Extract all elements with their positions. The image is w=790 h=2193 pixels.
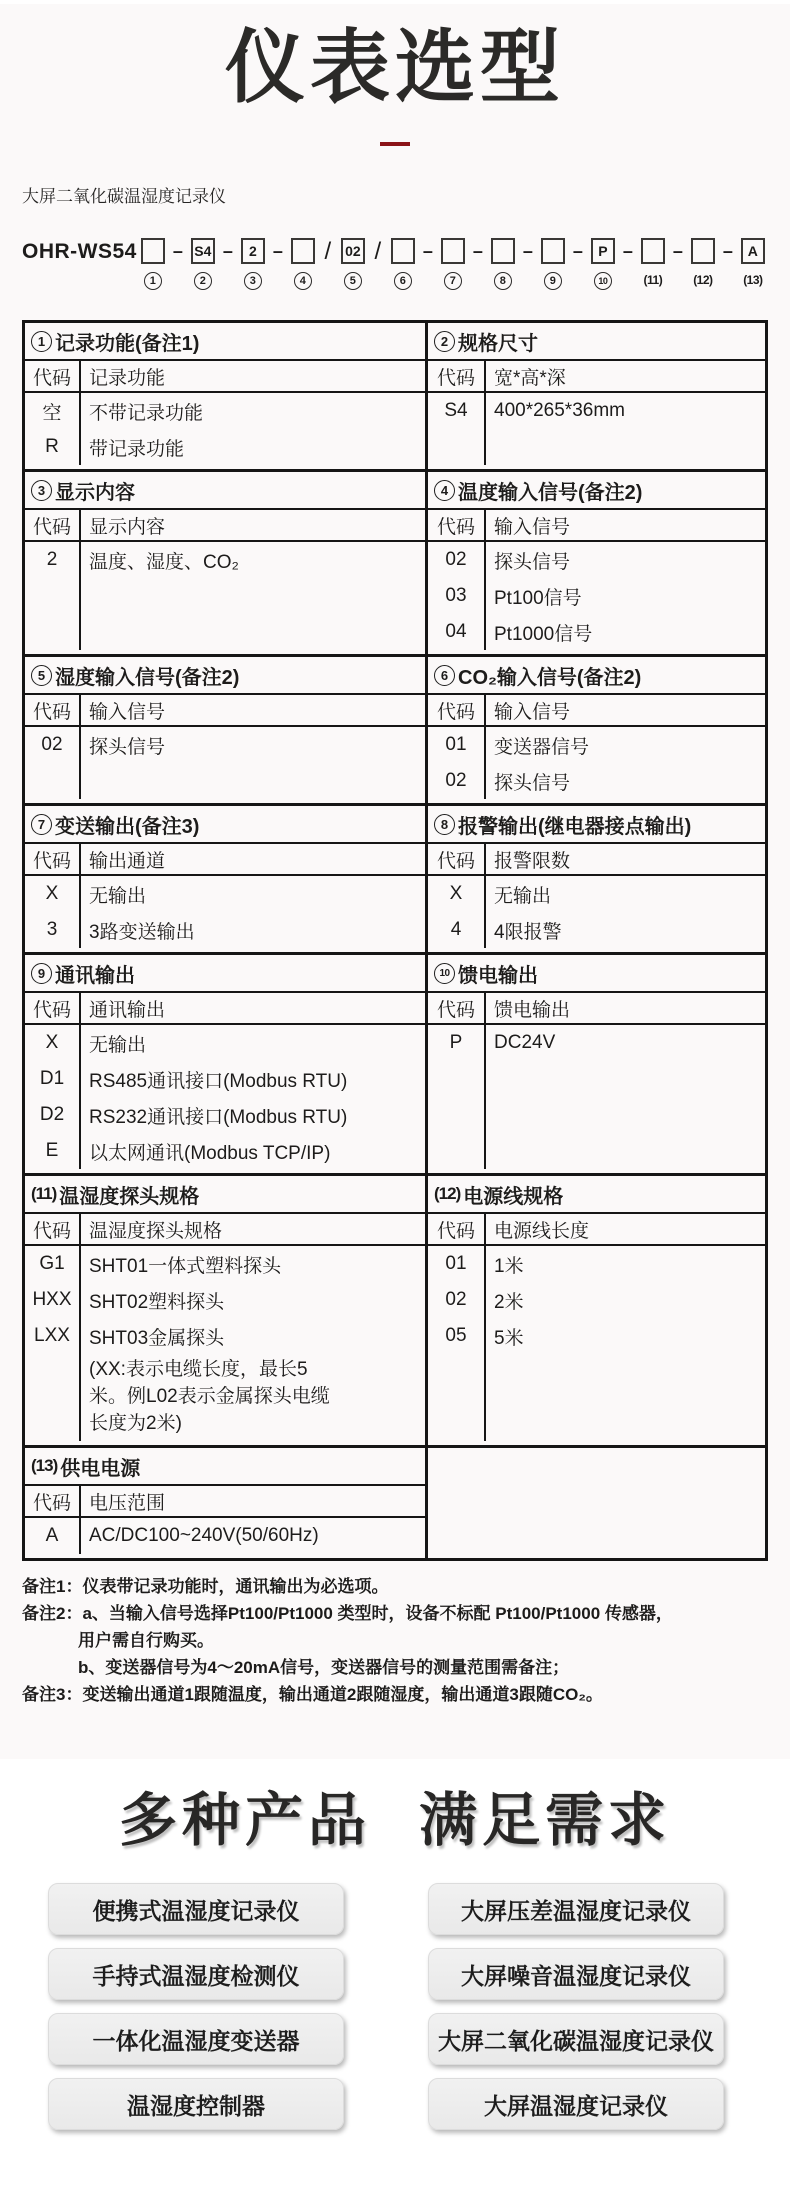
table-section-right xyxy=(425,806,765,952)
code-column xyxy=(428,542,486,650)
desc-cell: 以太网通讯(Modbus TCP/IP) xyxy=(89,1142,331,1164)
model-code-box: 02 xyxy=(341,238,365,264)
paren-number: (12) xyxy=(693,273,713,287)
section-title-text: 供电电源 xyxy=(60,1457,141,1480)
product-buttons xyxy=(0,1883,790,2130)
code-cell: 02 xyxy=(41,734,63,755)
code-column xyxy=(428,727,486,799)
desc-column xyxy=(81,1025,425,1169)
model-code-box: 2 xyxy=(241,238,265,264)
title-accent-bar xyxy=(380,142,410,146)
code-column-header: 代码 xyxy=(25,1486,81,1516)
footnote-line: 用户需自行购买。 xyxy=(78,1631,214,1650)
model-slot-number xyxy=(344,271,362,290)
code-column xyxy=(25,727,81,799)
product-button[interactable]: 便携式温湿度记录仪 xyxy=(48,1883,344,1935)
model-separator: – xyxy=(572,241,583,261)
table-section-right xyxy=(425,657,765,803)
section-title-text: 变送输出(备注3) xyxy=(55,815,200,838)
section-header-row xyxy=(25,993,425,1025)
model-code-box: S4 xyxy=(191,238,215,264)
code-cell: 空 xyxy=(42,402,62,424)
desc-column-header: 输出通道 xyxy=(89,850,166,872)
model-slot xyxy=(415,238,465,290)
code-column xyxy=(25,1246,81,1441)
model-separator: – xyxy=(172,241,183,261)
model-slot-column xyxy=(741,238,765,289)
model-slot-number xyxy=(194,271,212,290)
section-title-text: 温度输入信号(备注2) xyxy=(458,481,643,504)
section-title-text: 通讯输出 xyxy=(55,964,135,987)
section-header-row xyxy=(25,695,425,727)
code-cell: 01 xyxy=(445,1253,467,1274)
code-cell: 02 xyxy=(445,770,467,791)
probe-length-note xyxy=(89,1354,401,1441)
model-code-box xyxy=(491,238,515,264)
table-section-left xyxy=(25,472,425,654)
section-title xyxy=(25,806,425,844)
model-slot-number xyxy=(544,271,562,290)
code-column-header: 代码 xyxy=(428,1214,486,1244)
model-separator: / xyxy=(324,238,332,265)
circled-number: 8 xyxy=(494,272,512,290)
section-title xyxy=(428,1176,765,1214)
desc-column xyxy=(81,727,425,799)
code-cell: 03 xyxy=(445,585,467,606)
model-separator: – xyxy=(422,241,433,261)
code-column xyxy=(428,1246,486,1441)
desc-column xyxy=(81,542,425,650)
product-button[interactable]: 大屏压差温湿度记录仪 xyxy=(428,1883,724,1935)
circled-number: 6 xyxy=(434,665,455,686)
model-slot xyxy=(515,238,565,290)
circled-number: 5 xyxy=(344,272,362,290)
section-title xyxy=(25,472,425,510)
desc-cell: 无输出 xyxy=(89,1034,147,1056)
note-line: 米。例L02表示金属探头电缆 xyxy=(89,1386,330,1407)
desc-cell: DC24V xyxy=(494,1032,556,1053)
desc-cell: 带记录功能 xyxy=(89,438,185,460)
section-body xyxy=(25,876,425,952)
table-section-left xyxy=(25,1448,425,1558)
desc-cell: 5米 xyxy=(494,1327,524,1349)
model-separator: – xyxy=(522,241,533,261)
table-section-left xyxy=(25,657,425,803)
footnote-line: 备注3：变送输出通道1跟随温度，输出通道2跟随湿度，输出通道3跟随CO₂。 xyxy=(22,1685,603,1704)
product-button[interactable]: 大屏噪音温湿度记录仪 xyxy=(428,1948,724,2000)
model-slots xyxy=(141,238,765,290)
model-slot-column xyxy=(441,238,465,290)
model-separator: – xyxy=(222,241,233,261)
code-cell: X xyxy=(449,883,463,904)
section-title xyxy=(25,955,425,993)
model-code-box xyxy=(141,238,165,264)
products-heading-left: 多种产品 xyxy=(118,1788,371,1853)
table-section-left xyxy=(25,806,425,952)
desc-column-header: 温湿度探头规格 xyxy=(89,1220,223,1242)
desc-column-header: 宽*高*深 xyxy=(494,367,566,389)
model-slot xyxy=(615,238,665,290)
desc-column-header: 电源线长度 xyxy=(494,1220,590,1242)
code-column xyxy=(25,1025,81,1169)
code-column-header: 代码 xyxy=(428,695,486,725)
code-cell: G1 xyxy=(39,1253,65,1274)
products-section xyxy=(0,1759,790,2193)
model-slot xyxy=(715,238,765,290)
desc-column-header: 记录功能 xyxy=(89,367,166,389)
table-band xyxy=(25,803,765,952)
code-cell: 01 xyxy=(445,734,467,755)
table-band xyxy=(25,952,765,1173)
desc-cell: 无输出 xyxy=(89,885,147,907)
product-button[interactable]: 一体化温湿度变送器 xyxy=(48,2013,344,2065)
paren-number: (11) xyxy=(31,1184,57,1203)
desc-cell: SHT01一体式塑料探头 xyxy=(89,1255,282,1277)
code-column-header: 代码 xyxy=(25,1214,81,1244)
section-title-text: 记录功能(备注1) xyxy=(55,332,200,355)
section-header-row xyxy=(25,1214,425,1246)
model-slot-column xyxy=(541,238,565,290)
section-header-row xyxy=(428,361,765,393)
model-separator: – xyxy=(722,241,733,261)
model-slot-column xyxy=(491,238,515,290)
desc-cell: 400*265*36mm xyxy=(494,400,625,421)
circled-number: 10 xyxy=(594,272,612,290)
section-title-text: 电源线规格 xyxy=(463,1185,564,1208)
code-column-header: 代码 xyxy=(25,844,81,874)
code-cell: 04 xyxy=(445,621,467,642)
desc-cell: RS485通讯接口(Modbus RTU) xyxy=(89,1070,348,1092)
section-body xyxy=(25,1518,425,1558)
code-cell: P xyxy=(449,1032,463,1053)
model-slot-column xyxy=(291,238,315,290)
table-section-left xyxy=(25,1176,425,1445)
section-header-row xyxy=(428,1214,765,1246)
section-title-text: 温湿度探头规格 xyxy=(59,1185,200,1208)
section-body xyxy=(428,542,765,654)
section-title xyxy=(428,323,765,361)
section-body xyxy=(428,393,765,469)
code-column-header: 代码 xyxy=(428,844,486,874)
model-separator: – xyxy=(622,241,633,261)
product-button[interactable]: 温湿度控制器 xyxy=(48,2078,344,2130)
section-body xyxy=(25,542,425,654)
desc-cell: 不带记录功能 xyxy=(89,402,204,424)
desc-column xyxy=(486,542,765,650)
table-section-right xyxy=(425,1448,765,1558)
model-slot-number xyxy=(144,271,162,290)
table-band xyxy=(25,1173,765,1445)
code-cell: A xyxy=(45,1525,59,1546)
desc-cell: 无输出 xyxy=(494,885,552,907)
desc-cell: 1米 xyxy=(494,1255,524,1277)
code-column-header: 代码 xyxy=(428,993,486,1023)
model-prefix: OHR-WS54 xyxy=(22,240,137,263)
circled-number: 6 xyxy=(394,272,412,290)
model-slot xyxy=(665,238,715,290)
paren-number: (13) xyxy=(31,1456,58,1475)
code-cell: S4 xyxy=(444,400,468,421)
section-title-text: CO₂输入信号(备注2) xyxy=(458,666,642,689)
model-slot-column xyxy=(191,238,215,290)
desc-cell: 3路变送输出 xyxy=(89,921,195,943)
code-cell: D1 xyxy=(39,1068,65,1089)
desc-cell: AC/DC100~240V(50/60Hz) xyxy=(89,1525,319,1546)
circled-number: 7 xyxy=(444,272,462,290)
desc-column xyxy=(486,393,765,465)
model-code-box xyxy=(641,238,665,264)
code-cell: 05 xyxy=(445,1325,467,1346)
code-column xyxy=(428,876,486,948)
desc-cell: 4限报警 xyxy=(494,921,562,943)
table-band xyxy=(25,1445,765,1558)
footnote-line: 备注2：a、当输入信号选择Pt100/Pt1000 类型时，设备不标配 Pt100/Pt1000 传感器， xyxy=(22,1604,673,1623)
model-separator: – xyxy=(672,241,683,261)
code-cell: 02 xyxy=(445,549,467,570)
code-column-header: 代码 xyxy=(428,361,486,391)
model-slot xyxy=(215,238,265,290)
section-title xyxy=(428,472,765,510)
desc-cell: 探头信号 xyxy=(494,551,571,573)
desc-cell: 探头信号 xyxy=(89,736,166,758)
circled-number: 9 xyxy=(31,963,52,984)
circled-number: 8 xyxy=(434,814,455,835)
code-cell: X xyxy=(45,883,59,904)
code-cell: 2 xyxy=(46,549,58,570)
desc-column xyxy=(486,727,765,799)
model-code-box xyxy=(391,238,415,264)
table-band xyxy=(25,469,765,654)
circled-number: 9 xyxy=(544,272,562,290)
desc-column xyxy=(81,876,425,948)
code-cell: 4 xyxy=(450,919,462,940)
notes xyxy=(22,1573,768,1708)
note-line: (XX:表示电缆长度，最长5 xyxy=(89,1359,308,1380)
circled-number: 4 xyxy=(434,480,455,501)
section-header-row xyxy=(25,1486,425,1518)
desc-column xyxy=(486,876,765,948)
section-body xyxy=(25,393,425,469)
paren-number: (13) xyxy=(743,273,763,287)
code-column xyxy=(25,393,81,465)
code-cell: 02 xyxy=(445,1289,467,1310)
section-header-row xyxy=(25,361,425,393)
desc-column xyxy=(486,1025,765,1169)
model-slot-column xyxy=(341,238,365,290)
model-slot xyxy=(465,238,515,290)
desc-column-header: 输入信号 xyxy=(89,701,166,723)
section-title xyxy=(428,657,765,695)
section-header-row xyxy=(428,695,765,727)
product-button[interactable]: 大屏温湿度记录仪 xyxy=(428,2078,724,2130)
model-slot xyxy=(315,238,365,290)
section-body xyxy=(428,727,765,803)
desc-cell: SHT03金属探头 xyxy=(89,1327,225,1349)
model-slot-number xyxy=(644,271,663,289)
paren-number: (12) xyxy=(434,1184,461,1203)
circled-number: 1 xyxy=(144,272,162,290)
model-slot-number xyxy=(594,271,612,290)
desc-cell: SHT02塑料探头 xyxy=(89,1291,225,1313)
selection-section xyxy=(0,4,790,1759)
section-body xyxy=(25,727,425,803)
code-column-header: 代码 xyxy=(428,510,486,540)
model-code-box xyxy=(541,238,565,264)
section-title-text: 馈电输出 xyxy=(458,964,538,987)
model-slot-number xyxy=(743,271,762,289)
section-title-text: 报警输出(继电器接点输出) xyxy=(458,815,692,838)
table-band xyxy=(25,654,765,803)
model-slot xyxy=(565,238,615,290)
code-column xyxy=(25,1518,81,1554)
table-section-right xyxy=(425,472,765,654)
code-column-header: 代码 xyxy=(25,510,81,540)
table-section-left xyxy=(25,323,425,469)
desc-cell: 探头信号 xyxy=(494,772,571,794)
desc-cell: Pt1000信号 xyxy=(494,623,593,645)
section-body xyxy=(428,1025,765,1173)
model-slot-column xyxy=(591,238,615,290)
section-title xyxy=(428,806,765,844)
desc-cell: RS232通讯接口(Modbus RTU) xyxy=(89,1106,348,1128)
code-cell: R xyxy=(45,436,59,457)
section-body xyxy=(25,1025,425,1173)
model-code-diagram xyxy=(22,238,768,290)
code-cell: X xyxy=(45,1032,59,1053)
desc-column-header: 馈电输出 xyxy=(494,999,571,1021)
model-separator: – xyxy=(472,241,483,261)
desc-column-header: 电压范围 xyxy=(89,1492,166,1514)
section-header-row xyxy=(25,844,425,876)
circled-number: 10 xyxy=(434,963,455,984)
product-name: 大屏二氧化碳温湿度记录仪 xyxy=(22,187,226,206)
circled-number: 3 xyxy=(31,480,52,501)
code-cell: D2 xyxy=(39,1104,65,1125)
footnote-line: 备注1：仪表带记录功能时，通讯输出为必选项。 xyxy=(22,1577,389,1596)
section-title xyxy=(25,1448,425,1486)
desc-column-header: 输入信号 xyxy=(494,516,571,538)
product-button[interactable]: 手持式温湿度检测仪 xyxy=(48,1948,344,2000)
model-slot-column xyxy=(241,238,265,290)
section-title-text: 显示内容 xyxy=(55,481,135,504)
code-cell: E xyxy=(45,1140,59,1161)
circled-number: 1 xyxy=(31,331,52,352)
model-slot-number xyxy=(693,271,712,289)
model-code-box xyxy=(291,238,315,264)
desc-column xyxy=(81,1518,425,1554)
circled-number: 2 xyxy=(434,331,455,352)
desc-column-header: 输入信号 xyxy=(494,701,571,723)
model-slot-number xyxy=(394,271,412,290)
section-header-row xyxy=(428,844,765,876)
section-title xyxy=(25,657,425,695)
desc-column xyxy=(81,393,425,465)
desc-column-header: 显示内容 xyxy=(89,516,166,538)
model-slot-column xyxy=(391,238,415,290)
circled-number: 5 xyxy=(31,665,52,686)
section-body xyxy=(428,1246,765,1445)
model-code-box xyxy=(441,238,465,264)
table-band xyxy=(25,323,765,469)
model-separator: – xyxy=(272,241,283,261)
model-slot-column xyxy=(141,238,165,290)
code-column-header: 代码 xyxy=(25,695,81,725)
model-code-box xyxy=(691,238,715,264)
model-slot-number xyxy=(494,271,512,290)
model-slot-number xyxy=(444,271,462,290)
desc-cell: 温度、湿度、CO₂ xyxy=(89,551,239,573)
code-column-header: 代码 xyxy=(25,993,81,1023)
model-slot-number xyxy=(244,271,262,290)
model-slot xyxy=(141,238,165,290)
model-separator: / xyxy=(374,238,382,265)
products-heading xyxy=(0,1785,790,1857)
model-code-box: A xyxy=(741,238,765,264)
code-cell: LXX xyxy=(34,1325,70,1346)
page-title: 仪表选型 xyxy=(225,23,565,112)
circled-number: 3 xyxy=(244,272,262,290)
desc-column xyxy=(81,1246,425,1441)
section-header-row xyxy=(25,510,425,542)
model-slot-column xyxy=(691,238,715,289)
section-title xyxy=(25,323,425,361)
desc-column xyxy=(486,1246,765,1441)
model-slot xyxy=(365,238,415,290)
desc-cell: Pt100信号 xyxy=(494,587,582,609)
circled-number: 2 xyxy=(194,272,212,290)
desc-cell: 2米 xyxy=(494,1291,524,1313)
section-title xyxy=(25,1176,425,1214)
circled-number: 4 xyxy=(294,272,312,290)
model-slot xyxy=(265,238,315,290)
code-column xyxy=(25,542,81,650)
table-section-left xyxy=(25,955,425,1173)
code-cell: HXX xyxy=(32,1289,72,1310)
desc-column-header: 报警限数 xyxy=(494,850,571,872)
section-body xyxy=(428,876,765,952)
desc-cell: 变送器信号 xyxy=(494,736,590,758)
model-slot-number xyxy=(294,271,312,290)
products-heading-right: 满足需求 xyxy=(419,1788,672,1853)
code-column xyxy=(25,876,81,948)
table-section-right xyxy=(425,955,765,1173)
code-column-header: 代码 xyxy=(25,361,81,391)
footnote-line: b、变送器信号为4～20mA信号，变送器信号的测量范围需备注； xyxy=(78,1658,570,1677)
table-section-right xyxy=(425,323,765,469)
section-title-text: 规格尺寸 xyxy=(458,332,538,355)
section-header-row xyxy=(428,510,765,542)
selection-table xyxy=(22,320,768,1561)
section-body xyxy=(25,1246,425,1445)
note-line: 长度为2米) xyxy=(89,1413,182,1434)
product-button[interactable]: 大屏二氧化碳温湿度记录仪 xyxy=(428,2013,724,2065)
paren-number: (11) xyxy=(643,273,663,287)
model-code-box: P xyxy=(591,238,615,264)
section-header-row xyxy=(428,993,765,1025)
section-title xyxy=(428,955,765,993)
code-column xyxy=(428,1025,486,1169)
desc-column-header: 通讯输出 xyxy=(89,999,166,1021)
model-slot-column xyxy=(641,238,665,289)
model-slot xyxy=(165,238,215,290)
section-title-text: 湿度输入信号(备注2) xyxy=(55,666,240,689)
circled-number: 7 xyxy=(31,814,52,835)
code-column xyxy=(428,393,486,465)
table-section-right xyxy=(425,1176,765,1445)
code-cell: 3 xyxy=(46,919,58,940)
